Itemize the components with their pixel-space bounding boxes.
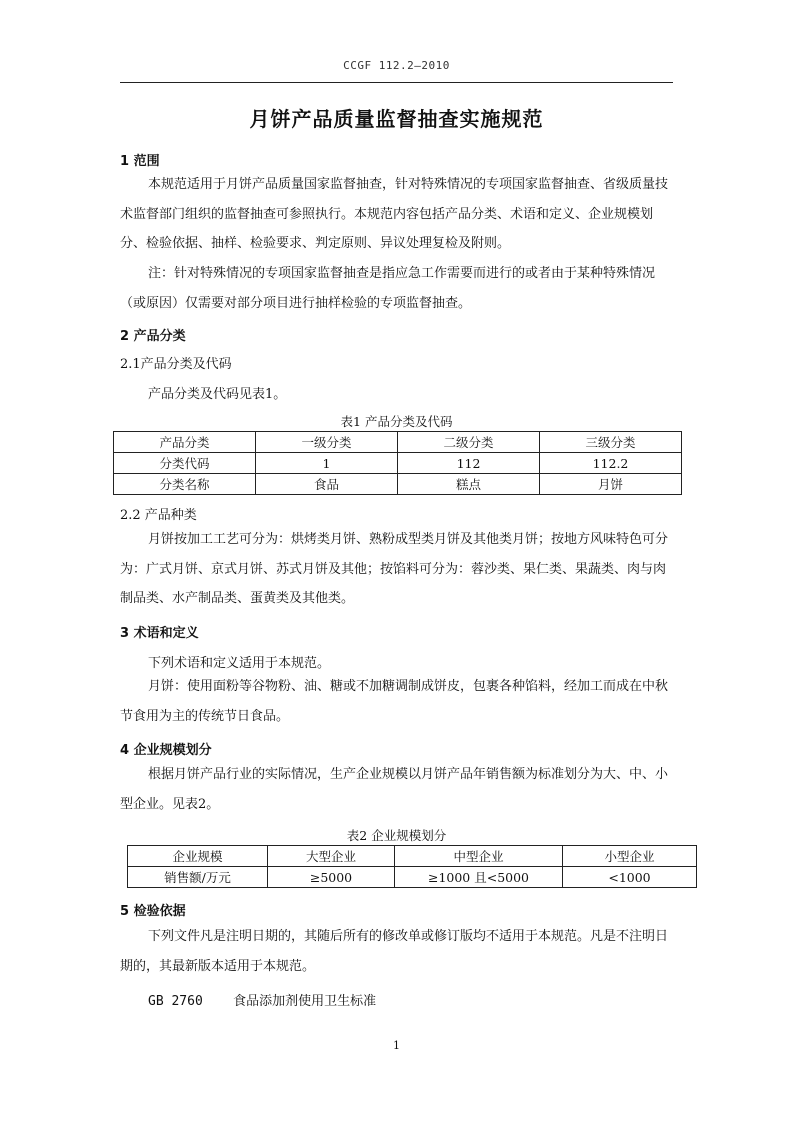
table-1-product-classification bbox=[113, 431, 682, 495]
section-2-1-paragraph: 产品分类及代码见表1。 bbox=[148, 387, 287, 402]
table-cell: <1000 bbox=[563, 867, 697, 888]
header-divider bbox=[120, 82, 673, 83]
section-5-paragraph: 下列文件凡是注明日期的，其随后所有的修改单或修订版均不适用于本规范。凡是不注明日期的，其最新版本适用于本规范。 bbox=[120, 929, 669, 974]
section-3-paragraph-2: 月饼：使用面粉等谷物粉、油、糖或不加糖调制成饼皮，包裹各种馅料，经加工而成在中秋节食用为主的传统节日食品。 bbox=[120, 679, 669, 724]
section-3-paragraph-1: 下列术语和定义适用于本规范。 bbox=[148, 656, 331, 671]
table-cell: 二级分类 bbox=[398, 432, 540, 453]
table-row bbox=[114, 474, 682, 495]
table-cell: 大型企业 bbox=[268, 846, 395, 867]
section-4-heading: 4 企业规模划分 bbox=[120, 743, 212, 758]
section-1-note: 注：针对特殊情况的专项国家监督抽查是指应急工作需要而进行的或者由于某种特殊情况（或原因）仅需要对部分项目进行抽样检验的专项监督抽查。 bbox=[120, 266, 656, 311]
table-row bbox=[114, 432, 682, 453]
page-number: 1 bbox=[393, 1039, 400, 1052]
table-cell: 中型企业 bbox=[395, 846, 563, 867]
table-cell: 企业规模 bbox=[128, 846, 268, 867]
section-2-heading: 2 产品分类 bbox=[120, 329, 186, 344]
section-1-heading: 1 范围 bbox=[120, 154, 160, 169]
section-2-1-heading: 2.1产品分类及代码 bbox=[120, 357, 232, 372]
reference-code: GB 2760 bbox=[148, 994, 203, 1009]
section-5-heading: 5 检验依据 bbox=[120, 904, 186, 919]
table-cell: 月饼 bbox=[540, 474, 682, 495]
table-cell: 分类名称 bbox=[114, 474, 256, 495]
table-cell: 112.2 bbox=[540, 453, 682, 474]
section-2-2-heading: 2.2 产品种类 bbox=[120, 508, 197, 523]
table-2-caption: 表2 企业规模划分 bbox=[346, 828, 447, 843]
table-cell: 销售额/万元 bbox=[128, 867, 268, 888]
table-cell: 分类代码 bbox=[114, 453, 256, 474]
table-cell: 小型企业 bbox=[563, 846, 697, 867]
table-row bbox=[114, 453, 682, 474]
table-row bbox=[128, 867, 697, 888]
table-cell: ≥5000 bbox=[268, 867, 395, 888]
table-cell: 食品 bbox=[256, 474, 398, 495]
section-3-heading: 3 术语和定义 bbox=[120, 626, 199, 641]
standard-code: CCGF 112.2—2010 bbox=[343, 59, 450, 72]
table-2-enterprise-scale bbox=[127, 845, 697, 888]
table-cell: ≥1000 且<5000 bbox=[395, 867, 563, 888]
section-1-paragraph-1: 本规范适用于月饼产品质量国家监督抽查，针对特殊情况的专项国家监督抽查、省级质量技术监督部门组织的监督抽查可参照执行。本规范内容包括产品分类、术语和定义、企业规模划分、检验依据、抽样、检验要求、判定原则、异议处理复检及附则。 bbox=[120, 177, 669, 251]
table-cell: 一级分类 bbox=[256, 432, 398, 453]
reference-title: 食品添加剂使用卫生标准 bbox=[233, 994, 377, 1009]
document-title: 月饼产品质量监督抽查实施规范 bbox=[249, 107, 544, 131]
section-2-2-paragraph: 月饼按加工工艺可分为：烘烤类月饼、熟粉成型类月饼及其他类月饼；按地方风味特色可分为：广式月饼、京式月饼、苏式月饼及其他；按馅料可分为：蓉沙类、果仁类、果蔬类、肉与肉制品类、水产制品类、蛋黄类及其他类。 bbox=[120, 532, 669, 606]
table-cell: 产品分类 bbox=[114, 432, 256, 453]
table-cell: 糕点 bbox=[398, 474, 540, 495]
section-4-paragraph: 根据月饼产品行业的实际情况，生产企业规模以月饼产品年销售额为标准划分为大、中、小型企业。见表2。 bbox=[120, 767, 669, 812]
reference-item bbox=[148, 990, 376, 1009]
table-1-caption: 表1 产品分类及代码 bbox=[340, 414, 453, 429]
table-cell: 三级分类 bbox=[540, 432, 682, 453]
table-row bbox=[128, 846, 697, 867]
table-cell: 112 bbox=[398, 453, 540, 474]
table-cell: 1 bbox=[256, 453, 398, 474]
